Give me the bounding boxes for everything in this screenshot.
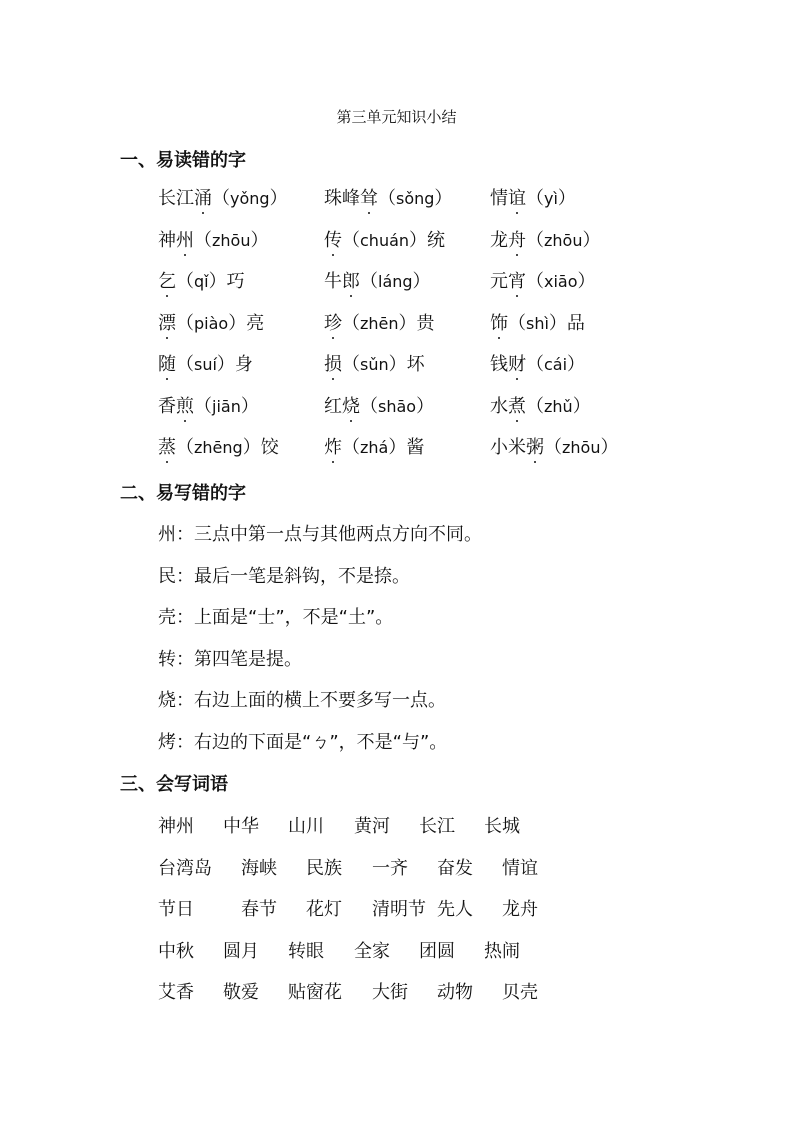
highlighted-char: 谊	[508, 184, 526, 210]
close-paren: ）	[567, 354, 586, 375]
word-prefix: 牛	[324, 271, 342, 292]
highlighted-char: 涌	[194, 184, 212, 210]
pinyin: xiāo	[544, 272, 578, 291]
vocab-word: 龙舟	[502, 899, 538, 920]
word-suffix: 品	[566, 312, 585, 334]
vocab-word: 全家	[354, 940, 390, 962]
vocab-word: 贴窗花	[288, 982, 342, 1003]
close-paren: ）	[228, 312, 247, 334]
highlighted-char: 乞	[158, 267, 176, 293]
write-error-item: 民：最后一笔是斜钩，不是捺。	[158, 565, 410, 587]
open-paren: （	[360, 271, 378, 292]
pinyin: zhēn	[360, 313, 399, 333]
read-error-item	[158, 226, 268, 252]
vocab-word: 黄河	[354, 816, 390, 837]
close-paren: ）	[398, 312, 417, 334]
vocab-word: 情谊	[502, 857, 538, 879]
read-error-item	[490, 392, 591, 418]
open-paren: （	[194, 395, 212, 417]
highlighted-char: 蒸	[158, 433, 176, 459]
vocab-word: 节日	[158, 899, 194, 920]
highlighted-char: 州	[176, 226, 194, 252]
close-paren: ）	[269, 188, 288, 209]
pinyin: sǔn	[360, 355, 389, 374]
word-prefix: 小米	[490, 437, 526, 458]
vocab-word: 动物	[437, 982, 473, 1003]
open-paren: （	[176, 354, 194, 375]
vocab-word: 大街	[372, 982, 408, 1003]
read-error-item	[490, 267, 596, 293]
open-paren: （	[526, 354, 544, 375]
write-error-item: 转：第四笔是提。	[158, 648, 302, 670]
write-error-item: 州：三点中第一点与其他两点方向不同。	[158, 524, 482, 545]
word-prefix: 元	[490, 271, 508, 292]
pinyin: zhēng	[194, 438, 243, 457]
close-paren: ）	[582, 229, 601, 251]
read-error-item	[158, 267, 245, 293]
read-error-item	[158, 184, 288, 210]
open-paren: （	[360, 395, 378, 417]
close-paren: ）	[250, 229, 269, 251]
vocab-word: 长江	[419, 816, 455, 837]
vocab-word: 民族	[306, 857, 342, 879]
word-suffix: 身	[234, 354, 253, 375]
read-error-item	[490, 433, 618, 459]
word-prefix: 红	[324, 395, 342, 417]
word-suffix: 酱	[406, 437, 425, 458]
read-error-item	[324, 226, 445, 252]
close-paren: ）	[572, 395, 591, 417]
pinyin: piào	[194, 313, 229, 333]
open-paren: （	[212, 188, 230, 209]
word-suffix: 饺	[260, 437, 279, 458]
close-paren: ）	[557, 188, 576, 209]
open-paren: （	[176, 437, 194, 458]
vocab-word: 山川	[288, 816, 324, 837]
read-error-item	[158, 392, 259, 418]
highlighted-char: 炸	[324, 433, 342, 459]
read-error-item	[324, 267, 431, 293]
vocab-word: 神州	[158, 816, 194, 837]
close-paren: ）	[416, 395, 435, 417]
close-paren: ）	[577, 271, 596, 292]
word-suffix: 贵	[416, 312, 435, 334]
word-prefix: 龙	[490, 229, 508, 251]
read-error-item	[490, 309, 585, 335]
word-suffix: 坏	[406, 354, 425, 375]
vocab-word: 热闹	[484, 940, 520, 962]
pinyin: suí	[194, 355, 217, 374]
open-paren: （	[544, 437, 562, 458]
pinyin: zhá	[360, 438, 389, 457]
pinyin: sǒng	[396, 189, 435, 208]
vocab-word: 台湾岛	[158, 857, 212, 879]
write-error-item: 烧：右边上面的横上不要多写一点。	[158, 690, 446, 711]
page-title: 第三单元知识小结	[336, 108, 457, 126]
pinyin: yì	[544, 189, 558, 208]
highlighted-char: 煮	[508, 392, 526, 418]
highlighted-char: 耸	[360, 184, 378, 210]
vocab-word: 清明节	[372, 899, 426, 920]
pinyin: zhōu	[212, 230, 251, 250]
close-paren: ）	[388, 354, 407, 375]
highlighted-char: 随	[158, 350, 176, 376]
vocab-word: 中华	[223, 816, 259, 837]
vocab-word: 团圆	[419, 940, 455, 962]
word-prefix: 钱	[490, 354, 508, 375]
pinyin: zhōu	[562, 438, 601, 457]
highlighted-char: 漂	[158, 309, 176, 335]
read-error-item	[324, 350, 425, 376]
write-error-item: 烤：右边的下面是“ㄅ”，不是“与”。	[158, 731, 448, 753]
close-paren: ）	[240, 395, 259, 417]
open-paren: （	[508, 312, 526, 334]
pinyin: chuán	[360, 230, 410, 250]
close-paren: ）	[409, 229, 428, 251]
read-error-item	[490, 350, 585, 376]
pinyin: shāo	[378, 396, 417, 416]
vocab-word: 花灯	[306, 899, 342, 920]
vocab-word: 先人	[437, 899, 473, 920]
word-prefix: 香	[158, 395, 176, 417]
open-paren: （	[526, 188, 544, 209]
vocab-word: 圆月	[223, 940, 259, 962]
close-paren: ）	[600, 437, 619, 458]
highlighted-char: 煎	[176, 392, 194, 418]
vocab-word: 转眼	[288, 940, 324, 962]
open-paren: （	[176, 312, 194, 334]
read-error-item	[324, 309, 435, 335]
pinyin: cái	[544, 355, 568, 374]
read-error-item	[158, 433, 279, 459]
highlighted-char: 郎	[342, 267, 360, 293]
open-paren: （	[342, 312, 360, 334]
word-prefix: 神	[158, 229, 176, 251]
vocab-word: 一齐	[372, 857, 408, 879]
open-paren: （	[526, 229, 544, 251]
section-heading-write: 二、易写错的字	[120, 483, 246, 504]
close-paren: ）	[208, 271, 227, 292]
word-suffix: 巧	[226, 271, 245, 292]
read-error-item	[158, 309, 264, 335]
word-suffix: 亮	[246, 312, 265, 334]
vocab-word: 奋发	[437, 857, 473, 879]
read-error-item	[490, 226, 600, 252]
vocab-word: 春节	[241, 899, 277, 920]
close-paren: ）	[388, 437, 407, 458]
highlighted-char: 珍	[324, 309, 342, 335]
pinyin: qǐ	[194, 272, 209, 291]
section-heading-read: 一、易读错的字	[120, 150, 246, 171]
write-error-item: 壳：上面是“士”，不是“土”。	[158, 607, 394, 628]
word-suffix: 统	[427, 229, 446, 251]
close-paren: ）	[242, 437, 261, 458]
highlighted-char: 粥	[526, 433, 544, 459]
highlighted-char: 宵	[508, 267, 526, 293]
vocab-word: 海峡	[241, 857, 277, 879]
word-prefix: 珠峰	[324, 188, 360, 209]
open-paren: （	[526, 395, 544, 417]
section-heading-words: 三、会写词语	[120, 774, 228, 795]
pinyin: yǒng	[230, 189, 270, 208]
read-error-item	[490, 184, 576, 210]
vocab-word: 贝壳	[502, 982, 538, 1003]
read-error-item	[324, 433, 424, 459]
highlighted-char: 舟	[508, 226, 526, 252]
read-error-item	[324, 392, 434, 418]
vocab-word: 长城	[484, 816, 520, 837]
pinyin: jiān	[212, 396, 241, 416]
open-paren: （	[526, 271, 544, 292]
vocab-word: 中秋	[158, 940, 194, 962]
highlighted-char: 传	[324, 226, 342, 252]
open-paren: （	[342, 354, 360, 375]
word-prefix: 长江	[158, 188, 194, 209]
highlighted-char: 烧	[342, 392, 360, 418]
close-paren: ）	[412, 271, 431, 292]
pinyin: láng	[378, 272, 413, 291]
read-error-item	[158, 350, 253, 376]
pinyin: zhǔ	[544, 396, 573, 416]
pinyin: shì	[526, 313, 549, 333]
vocab-word: 敬爱	[223, 982, 259, 1003]
open-paren: （	[176, 271, 194, 292]
vocab-word: 艾香	[158, 982, 194, 1003]
close-paren: ）	[548, 312, 567, 334]
highlighted-char: 财	[508, 350, 526, 376]
open-paren: （	[342, 437, 360, 458]
pinyin: zhōu	[544, 230, 583, 250]
open-paren: （	[378, 188, 396, 209]
open-paren: （	[342, 229, 360, 251]
word-prefix: 水	[490, 395, 508, 417]
read-error-item	[324, 184, 452, 210]
close-paren: ）	[216, 354, 235, 375]
close-paren: ）	[434, 188, 453, 209]
word-prefix: 情	[490, 188, 508, 209]
highlighted-char: 损	[324, 350, 342, 376]
open-paren: （	[194, 229, 212, 251]
highlighted-char: 饰	[490, 309, 508, 335]
